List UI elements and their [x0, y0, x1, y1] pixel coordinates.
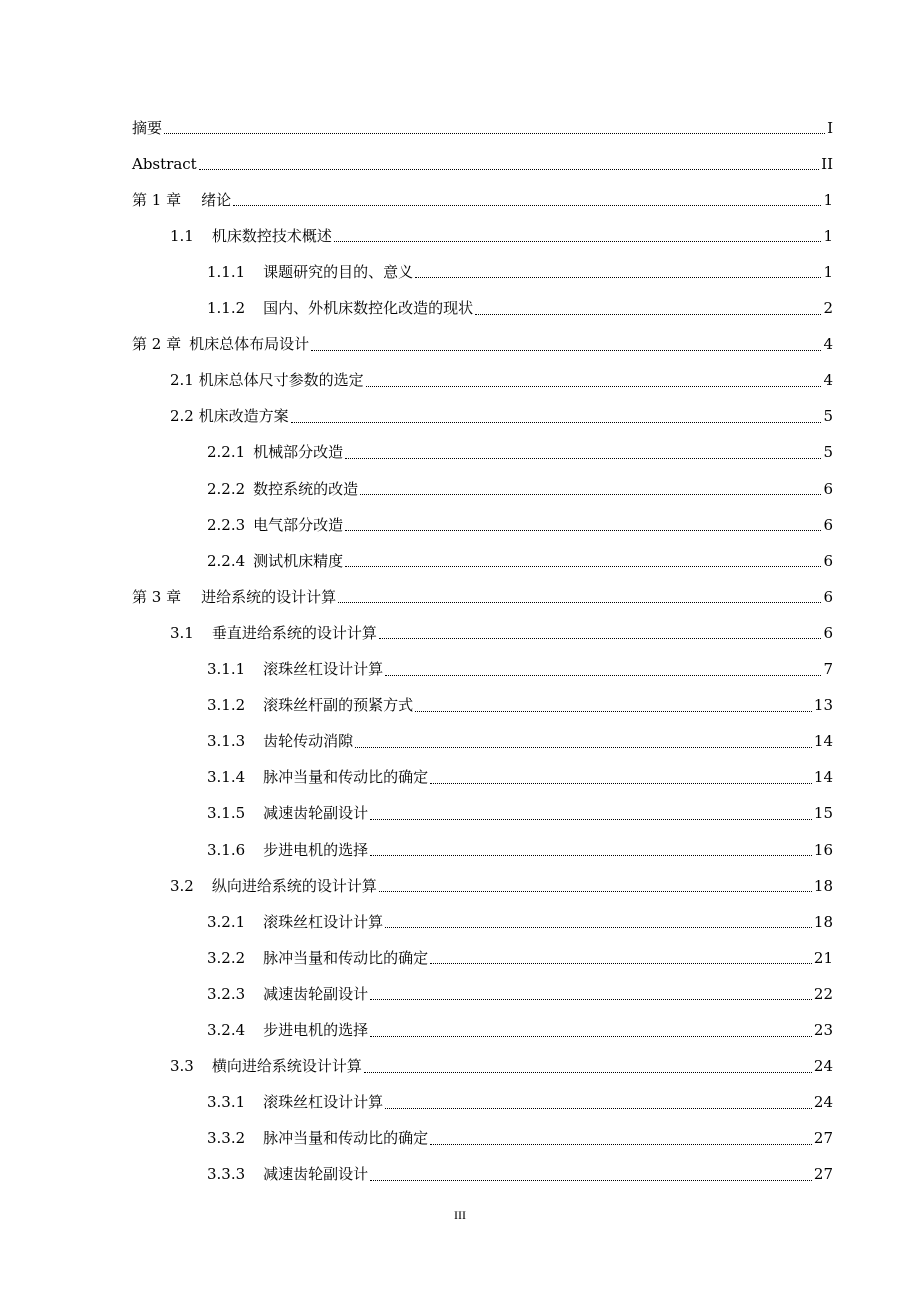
toc-entry[interactable] — [207, 832, 833, 868]
toc-entry-label — [207, 551, 344, 570]
toc-entry-title: 课题研究的目的、意义 — [263, 262, 414, 281]
dot-leader — [291, 422, 822, 423]
toc-entry-page-number: 27 — [813, 1165, 833, 1184]
toc-entry-page-number: 22 — [813, 984, 833, 1003]
toc-entry-label — [207, 912, 384, 931]
toc-entry-number: 2.1 — [170, 371, 194, 390]
dot-leader — [379, 638, 822, 639]
toc-entry-title: 减速齿轮副设计 — [263, 1165, 369, 1184]
toc-entry-number: 第 2 章 — [132, 335, 182, 354]
toc-entry[interactable] — [132, 182, 833, 218]
toc-entry-label — [207, 262, 414, 281]
page-number-footer: III — [454, 1208, 466, 1222]
toc-entry-label — [170, 409, 289, 424]
toc-entry-number: 第 1 章 — [132, 190, 182, 209]
toc-entry[interactable] — [207, 796, 833, 832]
toc-entry[interactable] — [207, 940, 833, 976]
toc-entry-title: 垂直进给系统的设计计算 — [211, 623, 377, 642]
toc-entry-label — [207, 840, 369, 859]
toc-entry-number: 第 3 章 — [132, 587, 182, 606]
toc-entry[interactable] — [207, 254, 833, 290]
dot-leader — [385, 927, 812, 928]
toc-entry-page-number: 5 — [823, 407, 833, 426]
toc-entry-number: 3.1.4 — [207, 768, 246, 787]
toc-entry-page-number: 13 — [813, 696, 833, 715]
toc-entry-page-number: 23 — [813, 1021, 833, 1039]
dot-leader — [366, 386, 822, 387]
toc-entry[interactable] — [207, 688, 833, 724]
toc-entry-title: 减速齿轮副设计 — [263, 984, 369, 1003]
dot-leader — [379, 891, 812, 892]
dot-leader — [385, 675, 821, 676]
toc-entry-label — [207, 1167, 368, 1182]
toc-entry-label — [170, 623, 377, 642]
dot-leader — [430, 963, 812, 964]
toc-entry-page-number: 1 — [823, 262, 833, 281]
toc-entry[interactable] — [132, 110, 833, 146]
toc-entry-title: 脉冲当量和传动比的确定 — [263, 768, 429, 787]
toc-entry-number: 2.2 — [170, 407, 194, 426]
toc-entry[interactable] — [207, 1013, 833, 1049]
toc-entry-title: 电气部分改造 — [253, 515, 344, 534]
toc-entry-number: 3.2.2 — [207, 948, 246, 967]
toc-entry-title: 滚珠丝杠设计计算 — [263, 912, 384, 931]
toc-entry-page-number: 18 — [813, 912, 833, 931]
toc-entry-page-number: 2 — [823, 299, 833, 317]
toc-entry-label — [207, 445, 343, 460]
toc-entry[interactable] — [207, 1085, 833, 1121]
toc-entry-title: 机床改造方案 — [198, 407, 289, 426]
toc-entry[interactable] — [207, 1121, 833, 1157]
toc-entry[interactable] — [170, 615, 833, 651]
dot-leader — [345, 530, 821, 531]
toc-entry-title: 滚珠丝杠设计计算 — [263, 660, 384, 678]
toc-entry-number: 3.1.1 — [207, 660, 246, 678]
dot-leader — [415, 277, 821, 278]
dot-leader — [415, 711, 812, 712]
toc-entry-label — [207, 479, 359, 498]
toc-entry-page-number: 4 — [823, 335, 833, 354]
dot-leader — [370, 1180, 812, 1181]
toc-entry-page-number: 24 — [813, 1093, 833, 1112]
toc-entry-title: 滚珠丝杆副的预紧方式 — [263, 696, 414, 715]
toc-entry-page-number: 6 — [823, 515, 833, 534]
toc-entry[interactable] — [207, 507, 833, 543]
toc-entry-number: 1.1.2 — [207, 299, 246, 317]
toc-entry-title: 横向进给系统设计计算 — [211, 1057, 362, 1076]
toc-entry-page-number: 27 — [813, 1129, 833, 1148]
dot-leader — [430, 783, 812, 784]
dot-leader — [311, 350, 821, 351]
toc-entry-label — [170, 876, 377, 895]
toc-entry-label — [207, 1131, 428, 1146]
toc-entry-number: 1.1 — [170, 226, 194, 245]
toc-entry-number: 2.2.4 — [207, 551, 246, 570]
toc-entry-label — [207, 1095, 383, 1110]
toc-entry-title: 测试机床精度 — [253, 551, 344, 570]
toc-entry-number: 3.3.3 — [207, 1165, 246, 1184]
toc-entry-title: 国内、外机床数控化改造的现状 — [263, 299, 474, 317]
toc-entry-label — [207, 1023, 368, 1038]
toc-entry-label — [207, 698, 413, 713]
toc-entry-page-number: 24 — [813, 1057, 833, 1076]
dot-leader — [430, 1144, 812, 1145]
toc-entry-page-number: 1 — [823, 226, 833, 245]
toc-entry-label — [132, 154, 197, 173]
toc-entry-label — [207, 734, 353, 749]
toc-entry-number: 3.2.3 — [207, 984, 246, 1003]
toc-entry-page-number: 6 — [823, 551, 833, 570]
toc-entry-page-number: 6 — [823, 479, 833, 498]
dot-leader — [338, 602, 821, 603]
toc-entry-label — [207, 984, 369, 1003]
toc-entry[interactable] — [170, 1049, 833, 1085]
dot-leader — [475, 314, 821, 315]
toc-entry[interactable] — [132, 327, 833, 363]
toc-entry-number: 3.1.3 — [207, 732, 246, 751]
dot-leader — [364, 1072, 812, 1073]
toc-entry[interactable] — [207, 724, 833, 760]
dot-leader — [345, 458, 821, 459]
toc-entry-page-number: 7 — [823, 660, 833, 678]
toc-entry-label — [207, 301, 473, 316]
toc-entry-label — [132, 587, 337, 606]
dot-leader — [370, 819, 812, 820]
toc-entry-title: 机械部分改造 — [253, 443, 344, 462]
toc-entry-page-number: 6 — [823, 587, 833, 606]
toc-entry-label — [207, 948, 429, 967]
toc-entry-title: 机床总体布局设计 — [189, 335, 310, 354]
toc-entry[interactable] — [207, 543, 833, 579]
toc-entry-title: 摘要 — [132, 118, 163, 137]
toc-entry-page-number: 14 — [813, 732, 833, 751]
toc-entry-label — [170, 373, 364, 388]
toc-entry-page-number: 16 — [813, 840, 833, 859]
toc-entry-label — [207, 806, 368, 821]
toc-entry-title: 步进电机的选择 — [263, 1021, 369, 1039]
toc-entry-number: 3.2.1 — [207, 912, 246, 931]
toc-entry-title: 机床总体尺寸参数的选定 — [198, 371, 364, 390]
toc-entry-number: 3.3.2 — [207, 1129, 246, 1148]
toc-entry[interactable] — [132, 146, 833, 182]
toc-entry-page-number: 21 — [813, 948, 833, 967]
toc-entry[interactable] — [207, 976, 833, 1012]
toc-entry-page-number: 18 — [813, 876, 833, 895]
toc-entry[interactable] — [207, 471, 833, 507]
toc-entry-number: 3.1.2 — [207, 696, 246, 715]
toc-entry-number: 2.2.3 — [207, 515, 246, 534]
toc-entry-label — [170, 226, 332, 245]
toc-entry-label — [170, 1059, 362, 1074]
toc-entry-number: 3.2.4 — [207, 1021, 246, 1039]
toc-entry-title: 步进电机的选择 — [263, 840, 369, 859]
dot-leader — [370, 855, 812, 856]
toc-entry-page-number: 14 — [813, 768, 833, 787]
toc-entry-number: 3.1.6 — [207, 840, 246, 859]
toc-entry-page-number: 4 — [823, 371, 833, 390]
toc-entry-label — [207, 515, 344, 534]
toc-entry-page-number: I — [827, 118, 833, 137]
toc-entry-title: 脉冲当量和传动比的确定 — [263, 948, 429, 967]
toc-entry[interactable] — [207, 904, 833, 940]
dot-leader — [355, 747, 812, 748]
toc-entry-number: 3.3.1 — [207, 1093, 246, 1112]
toc-entry-title: 数控系统的改造 — [253, 479, 359, 498]
toc-entry[interactable] — [170, 868, 833, 904]
toc-entry-title: 脉冲当量和传动比的确定 — [263, 1129, 429, 1148]
toc-entry-label — [132, 118, 163, 137]
toc-entry[interactable] — [170, 399, 833, 435]
toc-entry-page-number: 5 — [823, 443, 833, 462]
toc-entry-title: 绪论 — [201, 190, 232, 209]
toc-entry[interactable] — [207, 760, 833, 796]
toc-entry-label — [207, 662, 383, 677]
toc-entry-label — [207, 770, 428, 785]
toc-entry[interactable] — [170, 218, 833, 254]
toc-entry-number: 3.1.5 — [207, 804, 246, 823]
toc-entry-title: 滚珠丝杠设计计算 — [263, 1093, 384, 1112]
toc-entry-number: 1.1.1 — [207, 262, 246, 281]
toc-entry-number: 3.3 — [170, 1057, 194, 1076]
dot-leader — [370, 999, 812, 1000]
toc-entry-label — [132, 190, 232, 209]
toc-entry-title: 机床数控技术概述 — [211, 226, 332, 245]
toc-entry[interactable] — [132, 579, 833, 615]
dot-leader — [360, 494, 821, 495]
toc-entry[interactable] — [207, 652, 833, 688]
toc-entry-title: 进给系统的设计计算 — [201, 587, 337, 606]
toc-entry-page-number: 15 — [813, 804, 833, 823]
toc-entry[interactable] — [207, 435, 833, 471]
toc-entry-number: 2.2.2 — [207, 479, 246, 498]
dot-leader — [334, 241, 822, 242]
dot-leader — [385, 1108, 812, 1109]
toc-entry-title: 减速齿轮副设计 — [263, 804, 369, 823]
toc-entry-number: 3.1 — [170, 623, 194, 642]
toc-entry-title: 纵向进给系统的设计计算 — [211, 876, 377, 895]
toc-entry-page-number: 6 — [823, 623, 833, 642]
toc-entry[interactable] — [207, 291, 833, 327]
toc-entry[interactable] — [207, 1157, 833, 1193]
toc-entry-number: 2.2.1 — [207, 443, 246, 462]
toc-entry-label — [132, 337, 309, 352]
dot-leader — [370, 1036, 812, 1037]
toc-entry-title: Abstract — [132, 154, 197, 173]
dot-leader — [164, 133, 825, 134]
toc-entry-page-number: II — [821, 154, 833, 173]
toc-entry[interactable] — [170, 363, 833, 399]
toc-entry-title: 齿轮传动消隙 — [263, 732, 354, 751]
dot-leader — [345, 566, 821, 567]
toc-entry-number: 3.2 — [170, 876, 194, 895]
toc-entry-page-number: 1 — [823, 190, 833, 209]
dot-leader — [199, 169, 819, 170]
dot-leader — [233, 205, 821, 206]
